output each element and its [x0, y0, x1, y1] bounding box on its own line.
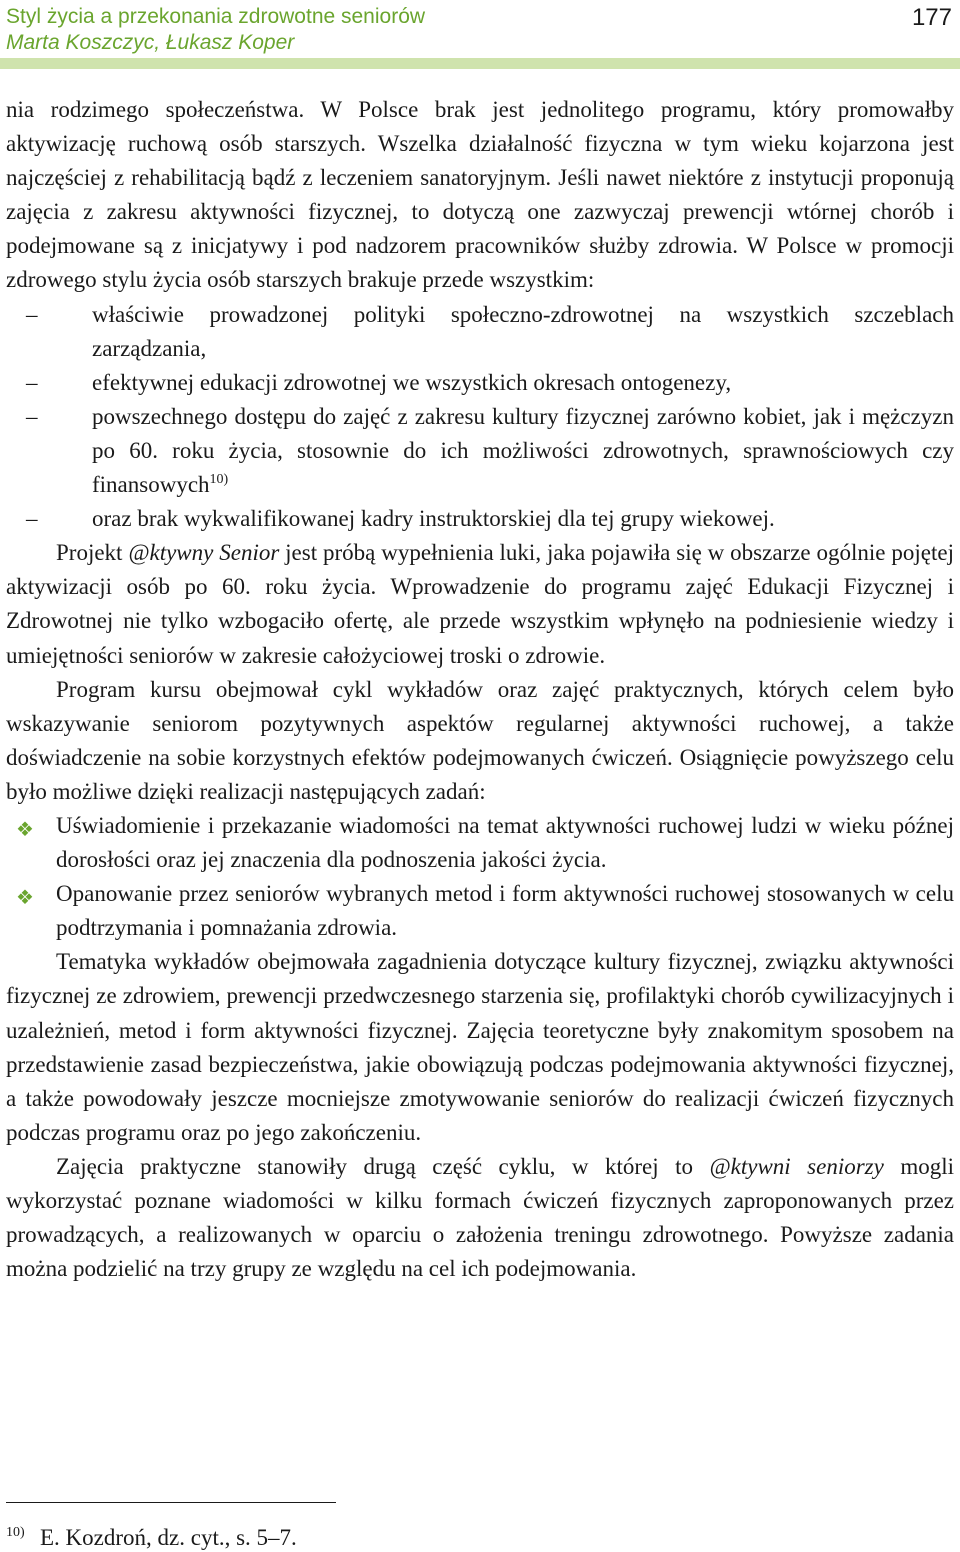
- diamond-item-1: [6, 809, 954, 877]
- paragraph-3: Program kursu obejmował cykl wykładów oraz zajęć praktycznych, których celem było wskazywanie seniorom pozytywnych aspektów regularnej aktywności ruchowej, a także doświadczenie na sobie korzystnych efektów podejmowanych ćwiczeń. Osiągnięcie powyższego celu było możliwe dzięki realizacji następujących zadań:: [6, 676, 954, 804]
- project-name: @ktywny Senior: [128, 540, 280, 566]
- running-title: Styl życia a przekonania zdrowotne seniorów: [6, 5, 426, 28]
- diamond-item-2: [6, 877, 954, 945]
- paragraph-5: [6, 1150, 954, 1286]
- diamond-list: [6, 809, 954, 945]
- footnote-text: E. Kozdroń, dz. cyt., s. 5–7.: [40, 1525, 297, 1550]
- diamond-bullet-icon: ❖: [16, 885, 34, 910]
- footnote-reference: 10): [209, 472, 229, 488]
- paragraph-2: [6, 536, 954, 672]
- diamond-bullet-icon: ❖: [16, 816, 34, 841]
- running-head-text: [6, 4, 954, 56]
- body-text: [6, 93, 954, 1286]
- dash-item-4: – oraz brak wykwalifikowanej kadry instruktorskiej dla tej grupy wiekowej.: [6, 502, 954, 536]
- header-rule: [0, 58, 960, 69]
- paragraph-4: Tematyka wykładów obejmowała zagadnienia dotyczące kultury fizycznej, związku aktywności fizycznej ze zdrowiem, prewencji przedwczesnego starzenia się, profilaktyki chorób cywilizacyjnych i uzależnień, metod i form aktywności fizycznej. Zajęcia teoretyczne były znakomitym sposobem na przedstawienie zasad bezpieczeństwa, jakie obowiązują podczas podejmowania aktywności fizycznej, a także powodowały jeszcze mocniejsze zmotywowanie seniorów do realizacji ćwiczeń fizycznych podczas programu oraz po jego zakończeniu.: [6, 949, 954, 1145]
- running-authors: Marta Koszczyc, Łukasz Koper: [6, 31, 295, 54]
- page-number: 177: [911, 4, 952, 31]
- dash-item-3-text: powszechnego dostępu do zajęć z zakresu kultury fizycznej zarówno kobiet, jak i mężczyzn po 60. roku życia, stosownie do ich możliwości zdrowotnych, sprawnościowych czy finansowych: [92, 403, 954, 498]
- diamond-item-1-text: Uświadomienie i przekazanie wiadomości na temat aktywności ruchowej ludzi w wieku późnej dorosłości oraz jej znaczenia dla podnoszenia jakości życia.: [56, 812, 954, 873]
- dash-item-1: – właściwie prowadzonej polityki społeczno-zdrowotnej na wszystkich szczeblach zarządzania,: [6, 298, 954, 366]
- footnote: [6, 1519, 297, 1552]
- paragraph-2-rest: jest próbą wypełnienia luki, jaka pojawiła się w obszarze ogólnie pojętej aktywizacji osób po 60. roku życia. Wprowadzenie do programu zajęć Edukacji Fizycznej i Zdrowotnej nie tylko wzbogaciło ofertę, ale przede wszystkim wpłynęło na podniesienie wiedzy i umiejętności seniorów w zakresie całożyciowej troski o zdrowie.: [6, 540, 954, 668]
- paragraph-1: nia rodzimego społeczeństwa. W Polsce brak jest jednolitego programu, który promowałby aktywizację ruchową osób starszych. Wszelka działalność fizyczna w tym wieku kojarzona jest najczęściej z rehabilitacją bądź z leczeniem sanatoryjnym. Jeśli nawet niektóre z instytucji proponują zajęcia z zakresu aktywności fizycznej, to dotyczą one zazwyczaj prewencji wtórnej chorób i podejmowane są z inicjatywy i pod nadzorem pracowników służby zdrowia. W Polsce w promocji zdrowego stylu życia osób starszych brakuje przede wszystkim:: [6, 97, 954, 293]
- dash-item-3: [6, 400, 954, 502]
- dash-list: [6, 298, 954, 537]
- paragraph-5-rest: mogli wykorzystać poznane wiadomości w kilku formach ćwiczeń fizycznych zaproponowanych przez prowadzących, a realizowanych w oparciu o założenia treningu zdrowotnego. Powyższe zadania można podzielić na trzy grupy ze względu na cel ich podejmowania.: [6, 1153, 954, 1282]
- paragraph-5-start: Zajęcia praktyczne stanowiły drugą część cyklu, w której to: [56, 1153, 710, 1179]
- footnote-mark: 10): [6, 1525, 25, 1540]
- diamond-item-2-text: Opanowanie przez seniorów wybranych metod i form aktywności ruchowej stosowanych w celu podtrzymania i pomnażania zdrowia.: [56, 881, 954, 941]
- participants-name: @ktywni seniorzy: [709, 1153, 884, 1179]
- footnote-rule: [6, 1502, 336, 1503]
- dash-item-2: – efektywnej edukacji zdrowotnej we wszystkich okresach ontogenezy,: [6, 366, 954, 400]
- paragraph-2-start: Projekt: [56, 540, 129, 566]
